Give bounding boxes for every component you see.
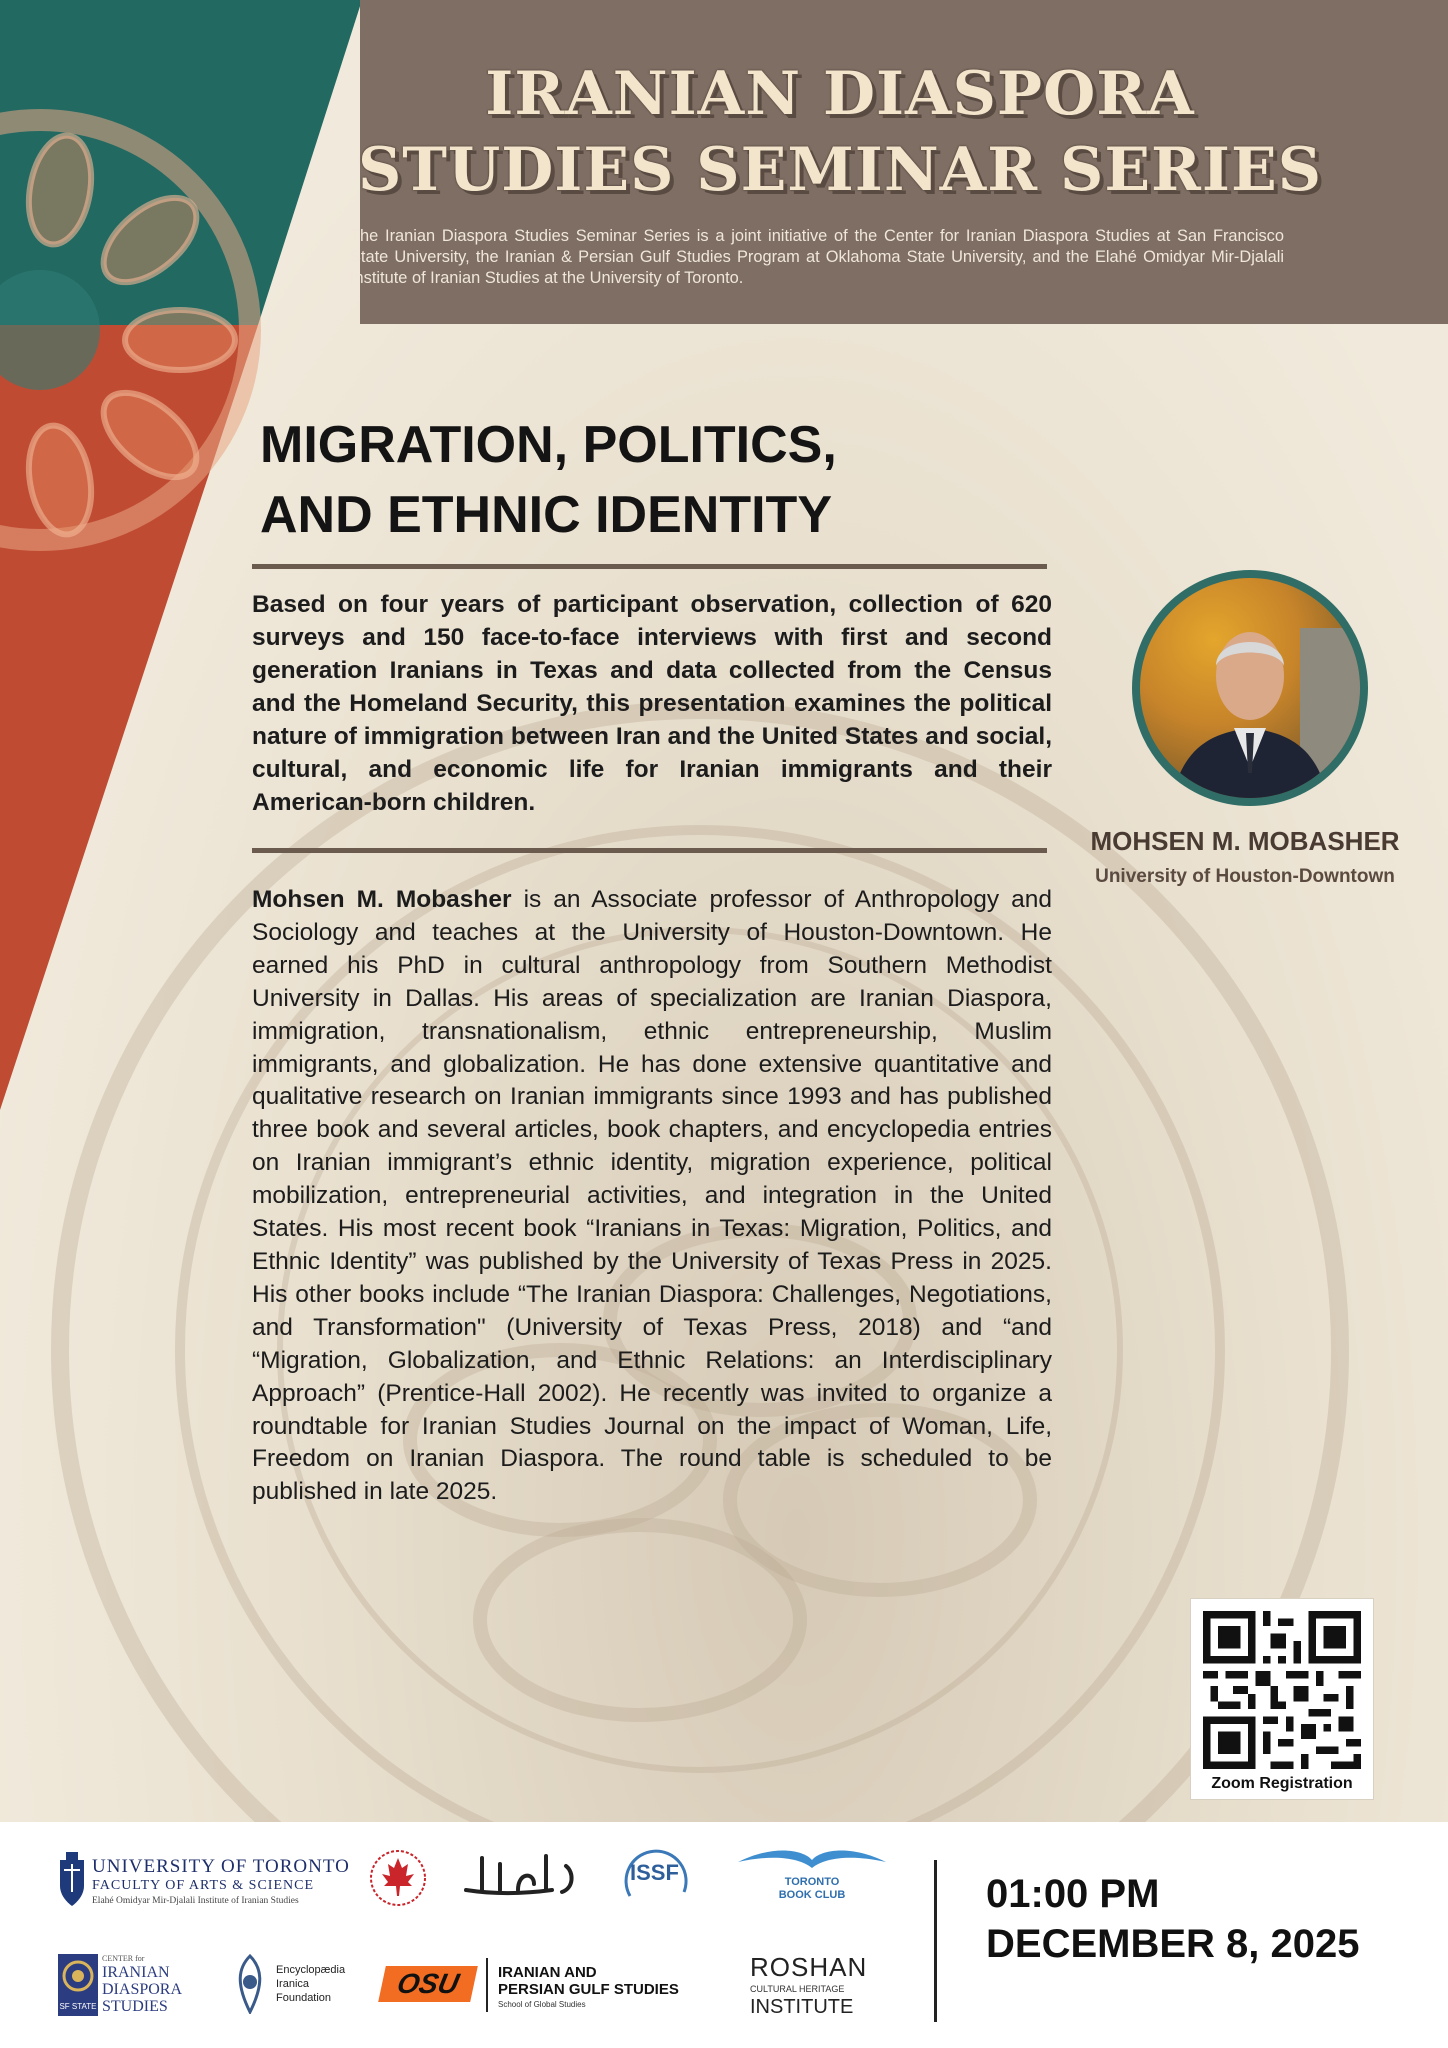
cids-line-iranian: IRANIAN (102, 1964, 170, 1981)
book-wings-icon (734, 1844, 890, 1874)
iranica-line2: Iranica (276, 1978, 310, 1990)
series-title-line1: IRANIAN DIASPORA (485, 59, 1195, 129)
qr-label: Zoom Registration (1211, 1775, 1353, 1792)
roshan-line2: CULTURAL HERITAGE (750, 1984, 845, 1994)
event-date: DECEMBER 8, 2025 (986, 1922, 1360, 1966)
speaker-photo (1130, 568, 1370, 808)
bio-text: is an Associate professor of Anthropology and Sociology and teaches at the University of Houston-Downtown. He earned his PhD in cultural anthropology from Southern Methodist University in Dallas. His areas of specialization are Iranian Diaspora, immigration, transnationalism, ethnic entrepreneurship, Muslim immigrants, and globalization. He has done extensive quantitative and qualitative research on Iranian immigrants since 1993 and has published three book and several articles, book chapters, and encyclopedia entries on Iranian immigrant’s ethnic identity, migration experience, political mobilization, entrepreneurial activities, and integration in the United States. His most recent book “Iranians in Texas: Migration, Politics, and Ethnic Identity” was published by the University of Texas Press in 2025. His other books include “The Iranian Diaspora: Challenges, Negotiations, and Transformation" (University of Texas Press, 2018) and “and “Migration, Globalization, and Ethnic Relations: an Interdisciplinary Approach” (Prentice-Hall 2002). He recently was invited to organize a roundtable for Iranian Studies Journal on the impact of Woman, Life, Freedom on Iranian Diaspora. The round table is scheduled to be published in late 2025. (252, 886, 1052, 1506)
cids-center-for: CENTER for (102, 1954, 145, 1963)
toronto-book-club-logo (734, 1844, 890, 1914)
roshan-logo (748, 1952, 878, 2022)
talk-abstract: Based on four years of participant observation, collection of 620 surveys and 150 face-to-face interviews with first and second generation Iranians in Texas and data collected from the Census and the Homeland Security, this presentation examines the political nature of immigration between Iran and the United States and social, cultural, and economic life for Iranian immigrants and their American-born children. (252, 591, 1052, 816)
cids-line-studies: STUDIES (102, 1998, 168, 2015)
event-time: 01:00 PM (986, 1872, 1160, 1916)
cids-seal-icon (58, 1954, 98, 1998)
iran-nameh-calligraphy-icon (462, 1850, 580, 1906)
talk-title-line2: AND ETHNIC IDENTITY (260, 486, 832, 544)
uoft-institute: Elahé Omidyar Mir-Djalali Institute of Iranian Studies (92, 1896, 299, 1906)
issf-text: ISSF (630, 1860, 679, 1885)
roshan-line3: INSTITUTE (750, 1996, 854, 2018)
title-divider (252, 564, 1047, 569)
talk-title-line1: MIGRATION, POLITICS, (260, 416, 837, 474)
talk-title (260, 410, 1060, 550)
issf-logo (614, 1844, 700, 1908)
iranica-emblem-icon (232, 1954, 268, 2014)
cids-sfstate-badge: SF STATE (58, 1998, 98, 2016)
zoom-registration-qr[interactable] (1190, 1598, 1374, 1800)
iranica-line1: Encyclopædia (276, 1964, 346, 1976)
encyclopaedia-iranica-logo (232, 1954, 352, 2018)
osu-divider (486, 1958, 488, 2012)
speaker-bio (252, 884, 1052, 1509)
cids-logo (58, 1954, 208, 2018)
abstract-divider (252, 848, 1047, 853)
series-title (350, 56, 1330, 208)
ipgs-line3: School of Global Studies (498, 2000, 586, 2009)
toronto-book-club-line2: BOOK CLUB (778, 1889, 846, 1901)
toronto-book-club-line1: TORONTO (784, 1876, 840, 1888)
roshan-name: ROSHAN (750, 1952, 868, 1982)
footer-divider (934, 1860, 937, 2022)
qr-code-icon[interactable] (1203, 1611, 1361, 1769)
bio-speaker-name: Mohsen M. Mobasher (252, 886, 512, 913)
uoft-name: UNIVERSITY OF TORONTO (92, 1856, 350, 1877)
canadian-society-logo-icon (368, 1848, 428, 1908)
iranica-line3: Foundation (276, 1992, 332, 2004)
osu-ipgs-logo (382, 1958, 692, 2018)
ipgs-line2: PERSIAN GULF STUDIES (498, 1981, 679, 1998)
osu-mark: OSU (378, 1966, 478, 2002)
cids-line-diaspora: DIASPORA (102, 1981, 183, 1998)
uoft-crest-icon (58, 1852, 86, 1910)
uoft-faculty: FACULTY OF ARTS & SCIENCE (92, 1878, 315, 1893)
ipgs-line1: IRANIAN AND (498, 1964, 597, 1981)
footer (0, 1822, 1448, 2048)
speaker-name: MOHSEN M. MOBASHER (1090, 826, 1400, 856)
series-title-line2: STUDIES SEMINAR SERIES (357, 135, 1323, 205)
speaker-affiliation: University of Houston-Downtown (1095, 866, 1395, 887)
series-description: The Iranian Diaspora Studies Seminar Series is a joint initiative of the Center for Iranian Diaspora Studies at San Francisco State University, the Iranian & Persian Gulf Studies Program at Oklahoma State University, and the Elahé Omidyar Mir-Djalali Institute of Iranian Studies at the University of Toronto. (350, 227, 1284, 287)
